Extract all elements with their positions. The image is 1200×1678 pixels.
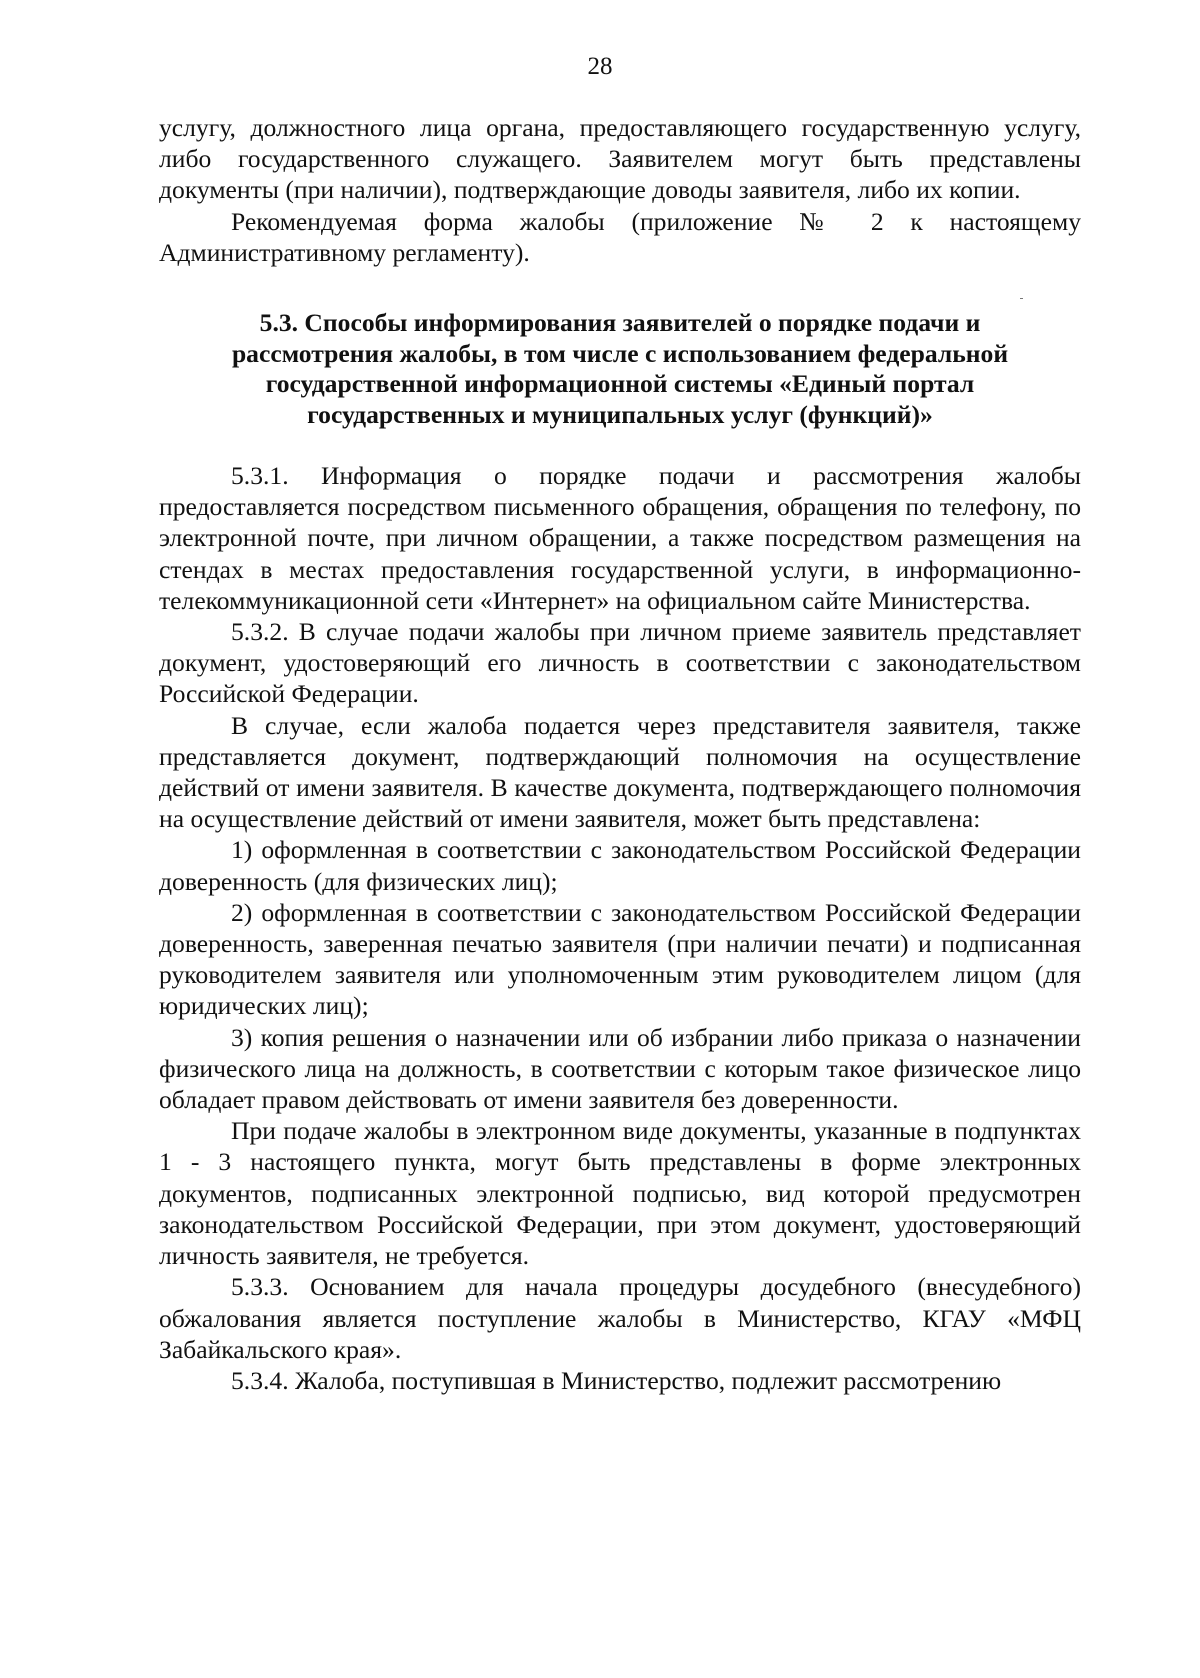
paragraph-representative: В случае, если жалоба подается через представителя заявителя, также представляется документ, подтверждающий полномочия на осуществление действий от имени заявителя. В качестве документа, подтверждающего полномочия на осуществление действий от имени заявителя, может быть представлена: — [159, 710, 1081, 834]
list-item-3: 3) копия решения о назначении или об избрании либо приказа о назначении физического лица на должность, в соответствии с которым такое физическое лицо обладает правом действовать от имени заявителя без доверенности. — [159, 1022, 1081, 1115]
section-heading-5-3 — [159, 268, 1081, 460]
document-body — [159, 112, 1081, 1396]
paragraph-recommended-form: Рекомендуемая форма жалобы (приложение № 2 к настоящему Административному регламенту). — [159, 206, 1081, 267]
paragraph-5-3-4: 5.3.4. Жалоба, поступившая в Министерство, подлежит рассмотрению — [231, 1365, 1002, 1395]
paragraph-5-3-2: 5.3.2. В случае подачи жалобы при личном приеме заявитель представляет документ, удостоверяющий его личность в соответствии с законодательством Российской Федерации. — [159, 617, 1081, 709]
list-item-1: 1) оформленная в соответствии с законодательством Российской Федерации доверенность (для физических лиц); — [159, 835, 1081, 896]
paragraph-5-3-3: 5.3.3. Основанием для начала процедуры досудебного (внесудебного) обжалования является поступление жалобы в Министерство, КГАУ «МФЦ Забайкальского края». — [159, 1272, 1081, 1364]
list-item-2: 2) оформленная в соответствии с законодательством Российской Федерации доверенность, заверенная печатью заявителя (при наличии печати) и подписанная руководителем заявителя или уполномоченным этим руководителем лицом (для юридических лиц); — [159, 897, 1081, 1021]
heading-line: рассмотрения жалобы, в том числе с использованием федеральной — [231, 338, 1009, 368]
paragraph-continuation: услугу, должностного лица органа, предоставляющего государственную услугу, либо государственного служащего. Заявителем могут быть представлены документы (при наличии), подтверждающие доводы заявителя, либо их копии. — [159, 113, 1081, 205]
heading-line: государственных и муниципальных услуг (функций)» — [307, 399, 933, 429]
page-number: 28 — [587, 53, 613, 80]
paragraph-5-3-1: 5.3.1. Информация о порядке подачи и рассмотрения жалобы предоставляется посредством письменного обращения, обращения по телефону, по электронной почте, при личном обращении, а также посредством размещения на стендах в местах предоставления государственной услуги, в информационно-телекоммуникационной сети «Интернет» на официальном сайте Министерства. — [159, 461, 1081, 615]
heading-line: 5.3. Способы информирования заявителей о порядке подачи и — [259, 308, 981, 338]
heading-line: государственной информационной системы «Единый портал — [265, 369, 975, 399]
paragraph-electronic: При подаче жалобы в электронном виде документы, указанные в подпунктах 1 - 3 настоящего пункта, могут быть представлены в форме электронных документов, подписанных электронной подписью, вид которой предусмотрен законодательством Российской Федерации, при этом документ, удостоверяющий личность заявителя, не требуется. — [159, 1116, 1081, 1271]
